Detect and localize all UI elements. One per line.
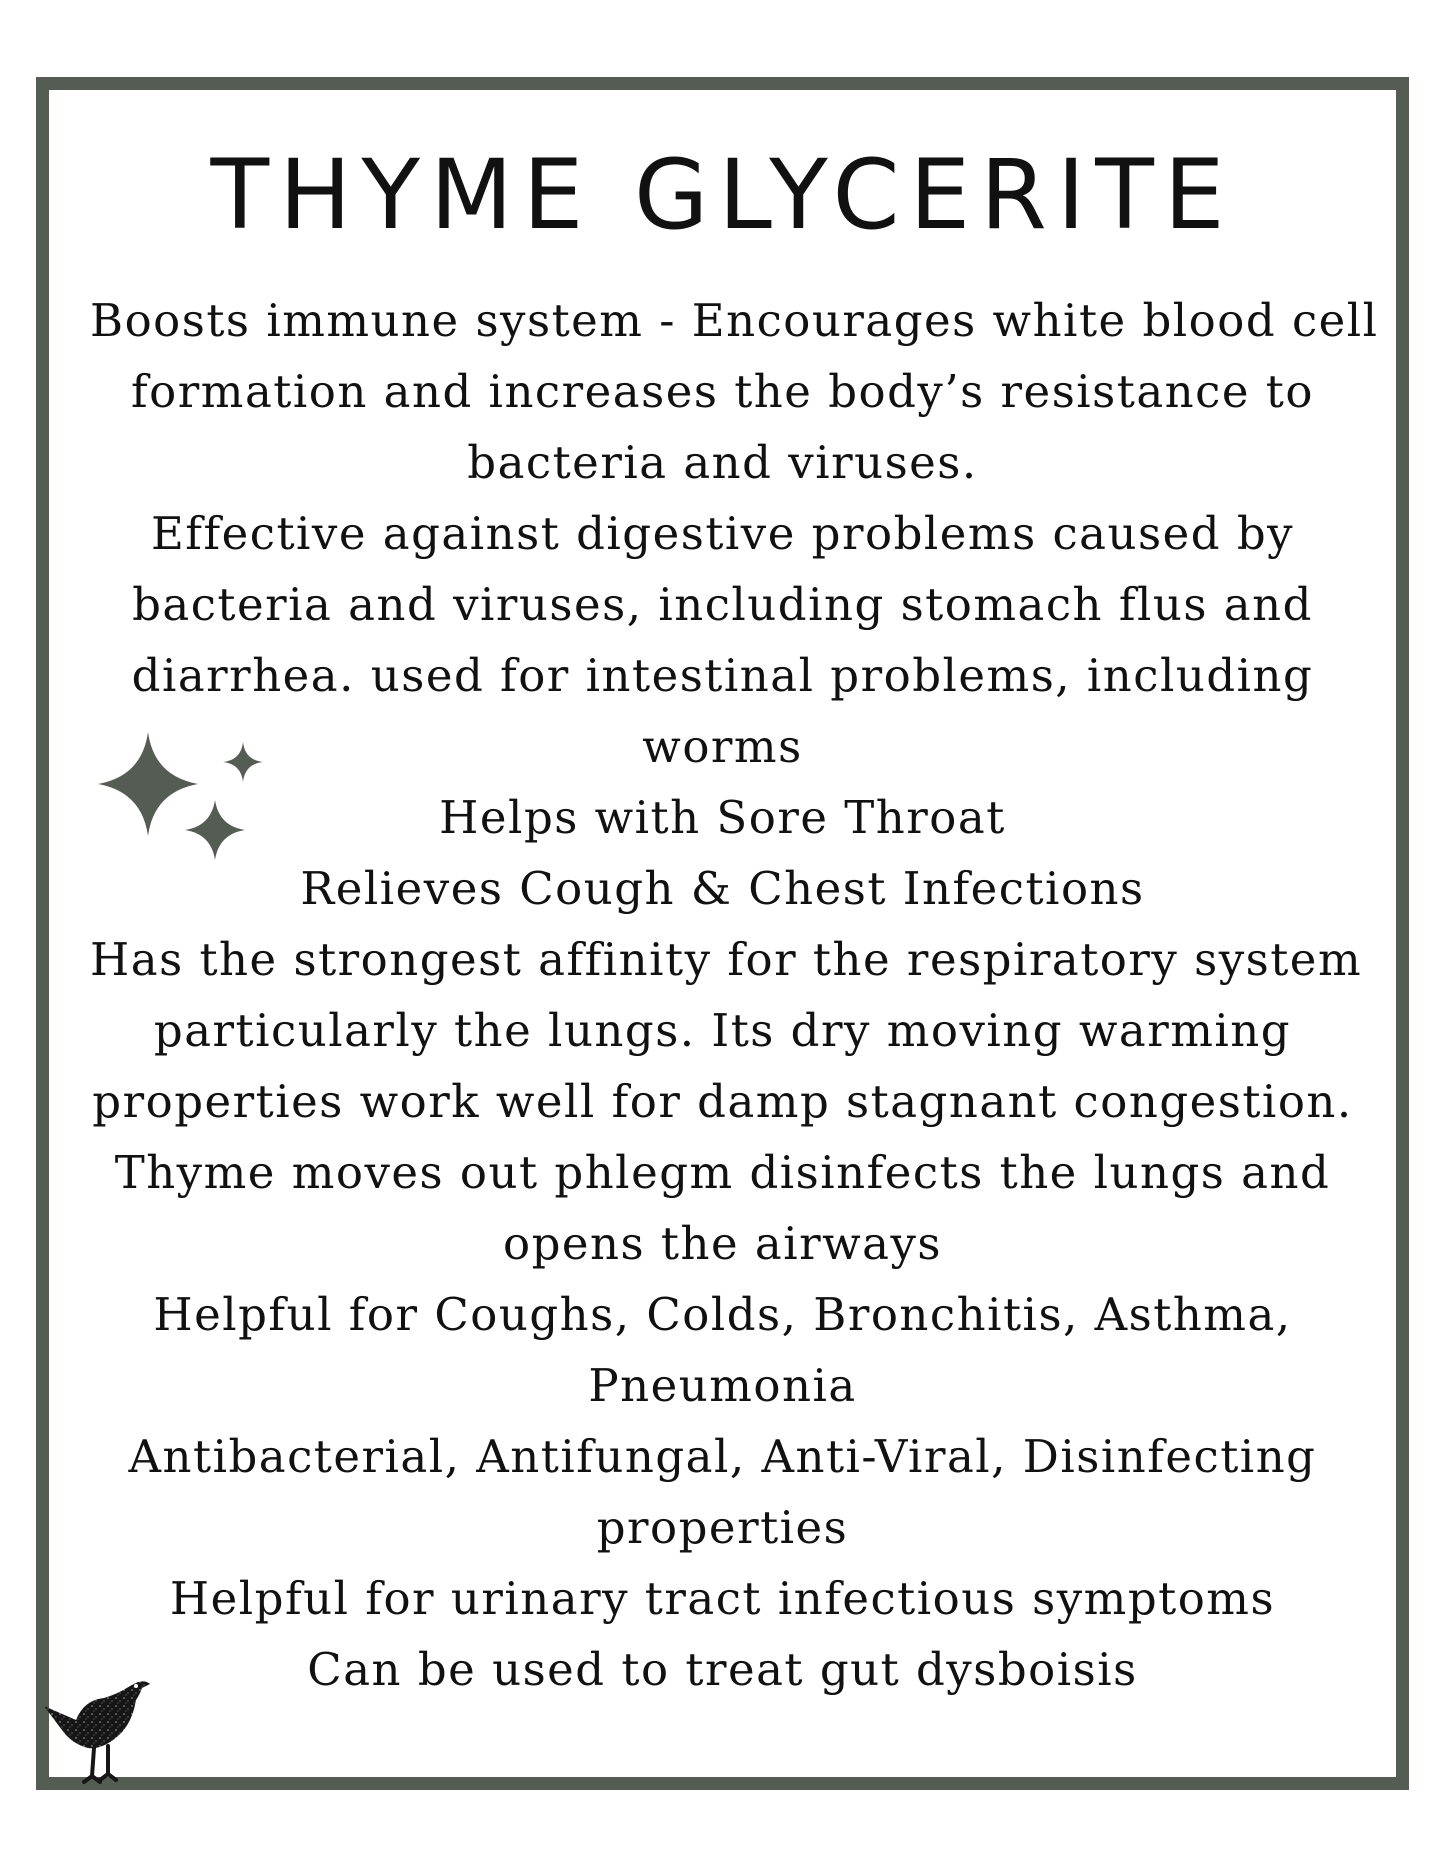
text-line: Has the strongest affinity for the respiratory system bbox=[90, 933, 1363, 986]
text-line: Helps with Sore Throat bbox=[439, 791, 1006, 844]
text-line: Can be used to treat gut dysboisis bbox=[307, 1643, 1138, 1696]
text-line: Boosts immune system - Encourages white blood cell bbox=[90, 294, 1379, 347]
text-line: Thyme moves out phlegm disinfects the lungs and bbox=[114, 1146, 1331, 1199]
page-title: THYME GLYCERITE bbox=[210, 139, 1235, 251]
text-line: properties bbox=[596, 1501, 849, 1554]
text-line: Effective against digestive problems caused by bbox=[150, 507, 1295, 560]
text-line: properties work well for damp stagnant congestion. bbox=[92, 1075, 1353, 1128]
text-line: opens the airways bbox=[502, 1217, 942, 1270]
text-line: formation and increases the body’s resistance to bbox=[131, 365, 1314, 418]
sparkles-icon bbox=[98, 732, 266, 874]
body-text bbox=[90, 285, 1379, 1705]
text-line: worms bbox=[642, 720, 803, 773]
text-line: Antibacterial, Antifungal, Anti-Viral, Disinfecting bbox=[128, 1430, 1317, 1483]
text-line: diarrhea. used for intestinal problems, including bbox=[131, 649, 1314, 702]
text-line: bacteria and viruses, including stomach flus and bbox=[132, 578, 1313, 631]
text-line: Relieves Cough & Chest Infections bbox=[300, 862, 1145, 915]
text-line: Pneumonia bbox=[588, 1359, 857, 1412]
bird-icon bbox=[42, 1672, 154, 1790]
text-line: Helpful for urinary tract infectious symptoms bbox=[169, 1572, 1276, 1625]
text-line: bacteria and viruses. bbox=[467, 436, 978, 489]
text-line: Helpful for Coughs, Colds, Bronchitis, Asthma, bbox=[153, 1288, 1292, 1341]
text-line: particularly the lungs. Its dry moving warming bbox=[153, 1004, 1292, 1057]
